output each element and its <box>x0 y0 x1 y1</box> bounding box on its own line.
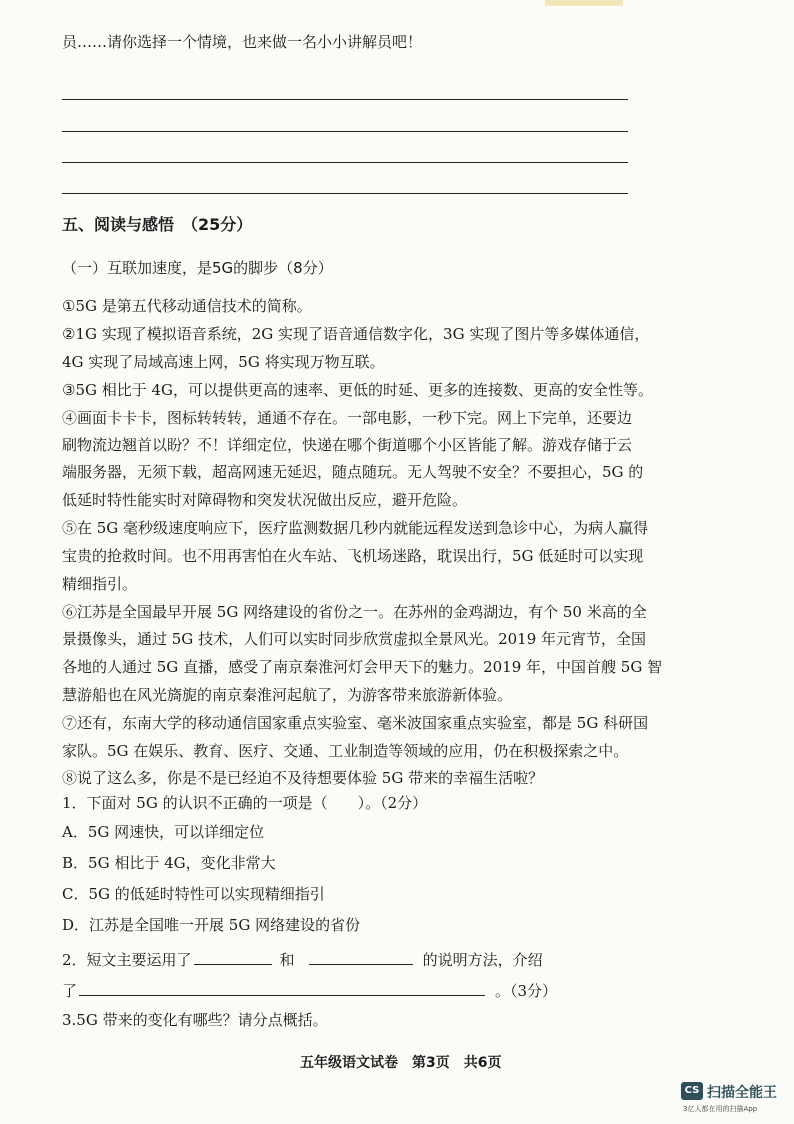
question-1-option-b: B．5G 相比于 4G，变化非常大 <box>62 854 276 872</box>
passage-line: ⑧说了这么多，你是不是已经迫不及待想要体验 5G 带来的幸福生活啦？ <box>62 769 544 787</box>
question-2-text-c: 的说明方法，介绍 <box>422 951 543 969</box>
question-2-blank-2[interactable] <box>309 948 413 965</box>
question-1-option-a: A．5G 网速快，可以详细定位 <box>62 823 265 841</box>
passage-line: 低延时特性能实时对障碍物和突发状况做出反应，避开危险。 <box>62 491 468 509</box>
question-2-line-2 <box>62 979 557 1001</box>
passage-line: ②1G 实现了模拟语音系统，2G 实现了语音通信数字化，3G 实现了图片等多媒体通信， <box>62 325 650 343</box>
question-2-text-d: 了 <box>62 982 78 1000</box>
answer-line-1 <box>62 99 628 100</box>
passage-line: 刷物流边翘首以盼？不！详细定位，快递在哪个街道哪个小区皆能了解。游戏存储于云 <box>62 436 633 454</box>
question-2-text-a: 2．短文主要运用了 <box>62 951 192 969</box>
passage-line: 宝贵的抢救时间。也不用再害怕在火车站、飞机场迷路，耽误出行，5G 低延时可以实现 <box>62 547 644 565</box>
question-1-option-d: D．江苏是全国唯一开展 5G 网络建设的省份 <box>62 916 361 934</box>
page-footer: 五年级语文试卷 第3页 共6页 <box>300 1055 502 1071</box>
passage-line: 各地的人通过 5G 直播，感受了南京秦淮河灯会甲天下的魅力。2019 年，中国首艘 5G 智 <box>62 658 663 676</box>
continuation-line: 员……请你选择一个情境，也来做一名小小讲解员吧！ <box>62 33 423 51</box>
passage-line: 精细指引。 <box>62 575 138 593</box>
question-2-blank-3[interactable] <box>79 979 485 996</box>
section-title: 五、阅读与感悟 （25分） <box>62 215 253 234</box>
passage-line: 4G 实现了局域高速上网，5G 将实现万物互联。 <box>62 353 385 371</box>
answer-line-2 <box>62 131 628 132</box>
passage-line: 景摄像头，通过 5G 技术，人们可以实时同步欣赏虚拟全景风光。2019 年元宵节，全国 <box>62 630 647 648</box>
passage-line: ⑦还有，东南大学的移动通信国家重点实验室、毫米波国家重点实验室，都是 5G 科研国 <box>62 714 649 732</box>
passage-line: ⑤在 5G 毫秒级速度响应下，医疗监测数据几秒内就能远程发送到急诊中心，为病人赢得 <box>62 519 649 537</box>
question-2-line-1 <box>62 948 543 970</box>
passage-title: （一）互联加速度，是5G的脚步（8分） <box>62 259 333 277</box>
top-edge-mark <box>545 0 623 6</box>
passage-line: 家队。5G 在娱乐、教育、医疗、交通、工业制造等领域的应用，仍在积极探索之中。 <box>62 742 629 760</box>
question-2-text-b: 和 <box>279 951 295 969</box>
scanner-tagline: 3亿人都在用的扫描App <box>683 1105 758 1113</box>
passage-line: 慧游船也在风光旖旎的南京秦淮河起航了，为游客带来旅游新体验。 <box>62 686 513 704</box>
passage-line: ①5G 是第五代移动通信技术的简称。 <box>62 297 312 315</box>
question-3-stem: 3.5G 带来的变化有哪些？请分点概括。 <box>62 1011 328 1029</box>
answer-line-4 <box>62 193 628 194</box>
answer-line-3 <box>62 162 628 163</box>
question-1-stem: 1．下面对 5G 的认识不正确的一项是（ ）。（2分） <box>62 794 428 812</box>
passage-line: ③5G 相比于 4G，可以提供更高的速率、更低的时延、更多的连接数、更高的安全性等。 <box>62 381 654 399</box>
question-2-text-e: 。（3分） <box>495 982 558 1000</box>
question-2-blank-1[interactable] <box>194 948 272 965</box>
scanner-app-name: 扫描全能王 <box>707 1085 777 1101</box>
passage-line: 端服务器，无须下载，超高网速无延迟，随点随玩。无人驾驶不安全？不要担心，5G 的 <box>62 463 644 481</box>
passage-line: ⑥江苏是全国最早开展 5G 网络建设的省份之一。在苏州的金鸡湖边，有个 50 米高的全 <box>62 603 647 621</box>
scanner-watermark <box>681 1080 791 1118</box>
passage-line: ④画面卡卡卡，图标转转转，通通不存在。一部电影，一秒下完。网上下完单，还要边 <box>62 409 633 427</box>
scanner-logo-icon: CS <box>681 1082 703 1100</box>
question-1-option-c: C．5G 的低延时特性可以实现精细指引 <box>62 885 325 903</box>
